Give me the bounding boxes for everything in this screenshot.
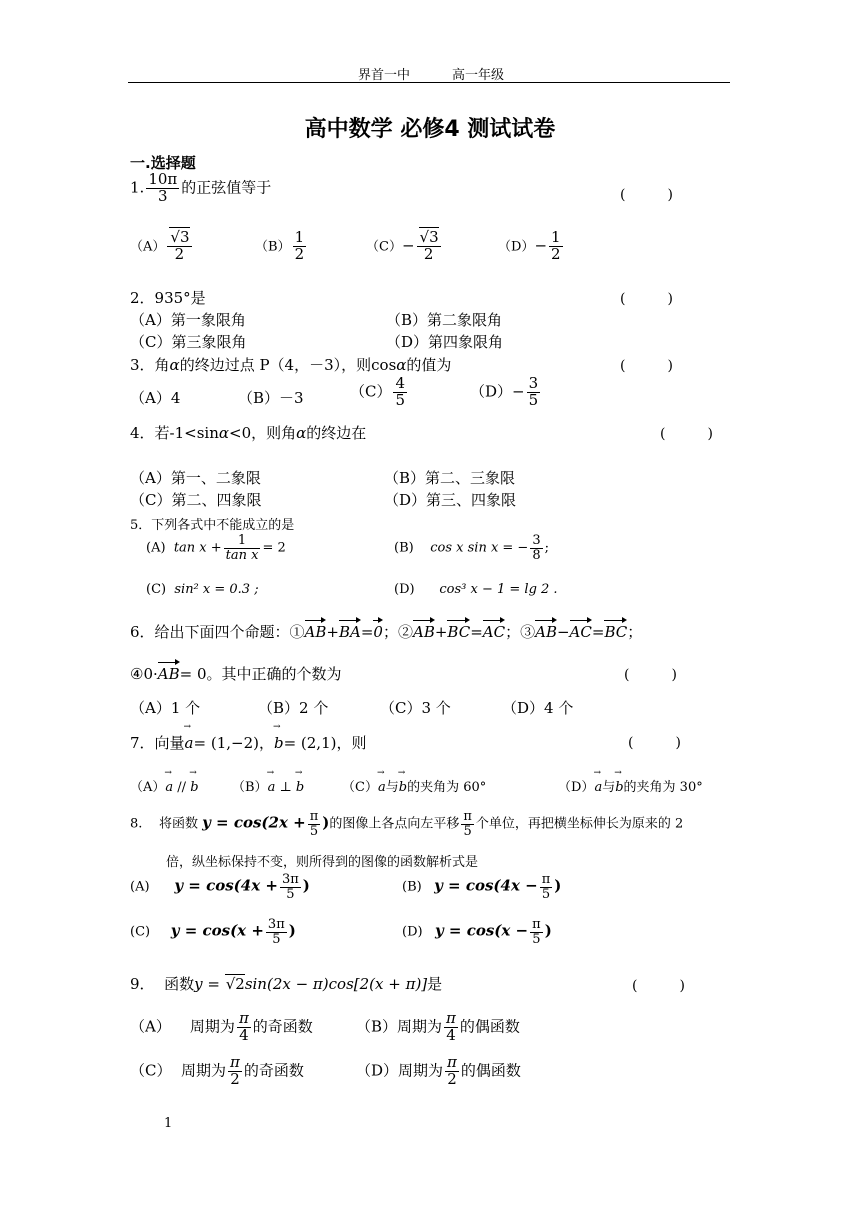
q8-option-a: (A) y = cos(4x + $\frac{3\pi}{5}$ ) — [130, 872, 310, 902]
answer-blank-6[interactable]: ( ) — [624, 667, 677, 683]
q4-option-d: （D）第三、四象限 — [384, 491, 517, 509]
q9-option-a: （A） 周期为 $\frac{\pi}{4}$ 的奇函数 — [130, 1009, 313, 1044]
answer-blank-3[interactable]: ( ) — [620, 358, 673, 374]
q3-option-d: （D）− $\frac{3}{5}$ — [470, 374, 539, 409]
answer-blank-2[interactable]: ( ) — [620, 291, 673, 307]
question-9: 9． 函数y = √2sin(2x − π)cos[2(x + π)]是 — [130, 975, 443, 993]
question-8-cont: 倍，纵坐标保持不变，则所得到的图像的函数解析式是 — [166, 855, 479, 870]
q2-option-c: （C）第三象限角 — [130, 333, 247, 351]
q3-option-a: （A）4 — [130, 389, 181, 407]
q1-option-d: （D）− $\frac{1}{2}$ — [498, 228, 561, 263]
q8-option-c: (C) y = cos(x + $\frac{3\pi}{5}$ ) — [130, 917, 296, 947]
question-2: 2．935°是 — [130, 289, 206, 307]
q8-option-b: (B) y = cos(4x − $\frac{\pi}{5}$ ) — [402, 872, 562, 902]
q7-option-c: （C）a →与b →的夹角为 60° — [342, 776, 486, 795]
answer-blank-4[interactable]: ( ) — [660, 426, 713, 442]
q6-option-d: （D）4 个 — [502, 699, 574, 717]
q2-option-b: （B）第二象限角 — [386, 311, 503, 329]
question-8: 8. 将函数 y = cos(2x + $\frac{\pi}{5}$ )的图像上各点向左平移 $\frac{\pi}{5}$ 个单位，再把横坐标伸长为原来的 2 — [130, 809, 684, 839]
q1-option-c: （C）− $\frac{√3}{2}$ — [366, 228, 439, 263]
q4-option-c: （C）第二、四象限 — [130, 491, 262, 509]
answer-blank-9[interactable]: ( ) — [632, 978, 685, 994]
q2-option-d: （D）第四象限角 — [386, 333, 504, 351]
q6-option-a: （A）1 个 — [130, 699, 201, 717]
header-grade: 高一年级 — [452, 68, 505, 83]
q5-option-b: (B) cos x sin x = − $\frac{3}{8}$ ; — [394, 533, 549, 563]
q6-option-c: （C）3 个 — [380, 699, 451, 717]
q1-option-a: （A） $\frac{√3}{2}$ — [130, 228, 190, 263]
question-5: 5．下列各式中不能成立的是 — [130, 518, 295, 533]
q2-option-a: （A）第一象限角 — [130, 311, 246, 329]
q4-option-a: （A）第一、二象限 — [130, 469, 261, 487]
q7-option-a: （A）a → // b → — [130, 776, 199, 795]
page-title: 高中数学 必修4 测试试卷 — [304, 117, 556, 142]
page-number: 1 — [164, 1116, 173, 1131]
question-7: 7．向量a →= (1,−2)，b →= (2,1)，则 — [130, 730, 366, 753]
answer-blank-7[interactable]: ( ) — [628, 735, 681, 751]
q5-option-d: (D) cos³ x − 1 = lg 2 . — [394, 582, 558, 597]
q5-option-a: (A) tan x + $\frac{1}{\text{tan x}}$ = 2 — [146, 533, 286, 563]
question-6: 6．给出下面四个命题：①AB+BA=0；②AB+BC=AC；③AB−AC=BC； — [130, 618, 642, 642]
q7-option-b: （B）a → ⊥ b → — [232, 776, 304, 795]
q3-option-b: （B）－3 — [238, 389, 304, 407]
question-3: 3．角α的终边过点 P（4，－3），则cosα的值为 — [130, 356, 452, 374]
question-1: 1. $\frac{10\pi}{3}$ 的正弦值等于 — [130, 170, 272, 205]
q1-option-b: （B） $\frac{1}{2}$ — [255, 228, 305, 263]
header-school: 界首一中 — [358, 68, 411, 83]
section-heading: 一.选择题 — [130, 154, 196, 172]
q9-option-c: （C） 周期为 $\frac{\pi}{2}$ 的奇函数 — [130, 1053, 304, 1088]
q7-option-d: （D）a →与b →的夹角为 30° — [558, 776, 703, 795]
q8-option-d: (D) y = cos(x − $\frac{\pi}{5}$ ) — [402, 917, 552, 947]
q9-option-b: （B）周期为 $\frac{\pi}{4}$ 的偶函数 — [356, 1009, 520, 1044]
q9-option-d: （D）周期为 $\frac{\pi}{2}$ 的偶函数 — [356, 1053, 521, 1088]
q3-option-c: （C） $\frac{4}{5}$ — [350, 374, 406, 409]
question-6-cont: ④0·AB= 0。其中正确的个数为 — [130, 660, 342, 684]
question-4: 4．若-1<sinα<0，则角α的终边在 — [130, 424, 367, 442]
q5-option-c: (C) sin² x = 0.3 ; — [146, 582, 259, 597]
q6-option-b: （B）2 个 — [258, 699, 329, 717]
answer-blank-1[interactable]: ( ) — [620, 187, 673, 203]
header-rule — [128, 82, 730, 83]
q4-option-b: （B）第二、三象限 — [384, 469, 516, 487]
